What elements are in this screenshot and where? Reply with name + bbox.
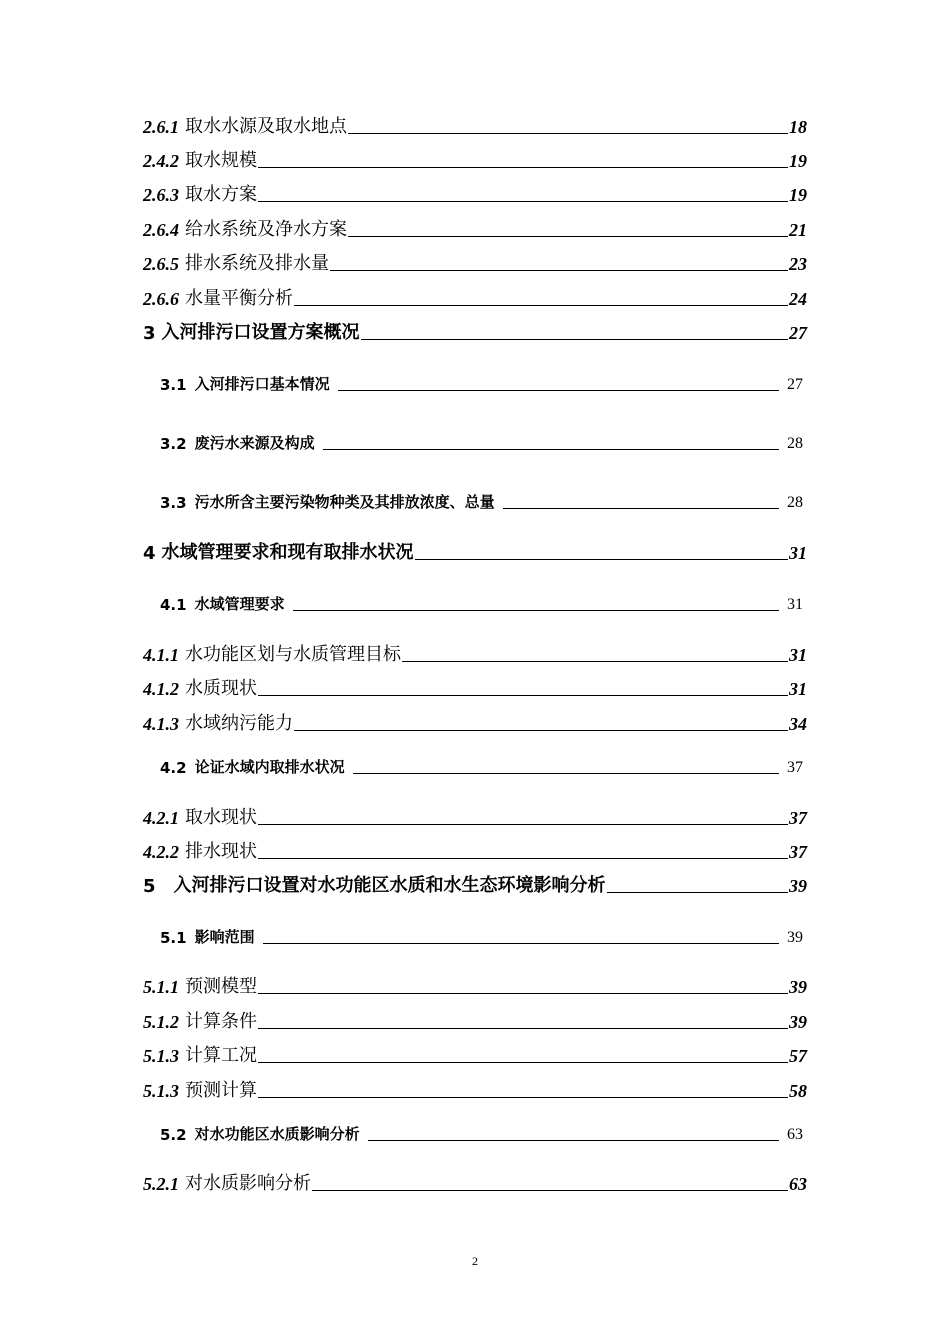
toc-page: 19 [789, 185, 807, 205]
toc-number: 2.6.3 [143, 185, 179, 205]
toc-number: 4.2.1 [143, 808, 179, 828]
toc-leader [294, 730, 788, 731]
toc-section[interactable] [160, 1123, 803, 1144]
toc-entry[interactable] [143, 180, 807, 206]
toc-title: 影响范围 [194, 928, 255, 946]
toc-chapter[interactable] [143, 538, 807, 564]
toc-number: 4.1.2 [143, 679, 179, 699]
toc-title: 排水系统及排水量 [185, 253, 329, 274]
toc-number: 4.1.3 [143, 714, 179, 734]
toc-entry[interactable] [143, 640, 807, 666]
toc-leader [294, 305, 788, 306]
toc-number: 5 [143, 876, 156, 897]
toc-page: 63 [787, 1126, 803, 1143]
toc-title: 水质现状 [185, 678, 257, 699]
toc-number: 5.1.2 [143, 1012, 179, 1032]
toc-number: 3.1 [160, 376, 187, 394]
toc-number: 3.2 [160, 435, 187, 453]
toc-page: 31 [789, 543, 807, 563]
toc-section[interactable] [160, 926, 803, 947]
toc-chapter[interactable] [143, 318, 807, 344]
toc-number: 5.1.1 [143, 977, 179, 997]
toc-title: 取水规模 [185, 150, 257, 171]
toc-title: 入河排污口基本情况 [194, 375, 330, 393]
toc-page: 58 [789, 1081, 807, 1101]
toc-page: 28 [787, 435, 803, 452]
toc-leader [503, 508, 779, 509]
toc-number: 5.1.3 [143, 1046, 179, 1066]
toc-leader [368, 1140, 779, 1141]
toc-section[interactable] [160, 491, 803, 512]
toc-number: 5.2.1 [143, 1174, 179, 1194]
toc-title: 预测模型 [185, 976, 257, 997]
toc-number: 4 [143, 543, 156, 564]
toc-number: 2.6.5 [143, 254, 179, 274]
toc-page: 19 [789, 151, 807, 171]
toc-leader [402, 661, 788, 662]
toc-page: 31 [789, 679, 807, 699]
toc-entry[interactable] [143, 972, 807, 998]
toc-entry[interactable] [143, 1007, 807, 1033]
toc-leader [258, 1062, 788, 1063]
toc-leader [361, 339, 788, 340]
toc-section[interactable] [160, 373, 803, 394]
toc-leader [312, 1190, 788, 1191]
toc-entry[interactable] [143, 215, 807, 241]
toc-leader [415, 559, 788, 560]
toc-title: 取水水源及取水地点 [185, 116, 347, 137]
toc-page: 37 [787, 759, 803, 776]
toc-title: 水域管理要求和现有取排水状况 [161, 542, 414, 563]
toc-page: 39 [789, 1012, 807, 1032]
toc-page: 37 [789, 808, 807, 828]
toc-section[interactable] [160, 756, 803, 777]
toc-leader [258, 1028, 788, 1029]
toc-title: 入河排污口设置对水功能区水质和水生态环境影响分析 [173, 875, 606, 896]
toc-title: 水量平衡分析 [185, 288, 293, 309]
toc-entry[interactable] [143, 1169, 807, 1195]
toc-title: 对水质影响分析 [185, 1173, 311, 1194]
toc-entry[interactable] [143, 709, 807, 735]
toc-page: 18 [789, 117, 807, 137]
toc-entry[interactable] [143, 249, 807, 275]
toc-entry[interactable] [143, 146, 807, 172]
toc-page: 39 [789, 876, 807, 896]
toc-leader [258, 824, 788, 825]
toc-number: 2.6.1 [143, 117, 179, 137]
toc-entry[interactable] [143, 1076, 807, 1102]
toc-page: 63 [789, 1174, 807, 1194]
toc-leader [263, 943, 779, 944]
toc-title: 水域管理要求 [194, 595, 285, 613]
toc-title: 入河排污口设置方案概况 [161, 322, 360, 343]
toc-page: 39 [787, 929, 803, 946]
toc-title: 预测计算 [185, 1080, 257, 1101]
toc-title: 废污水来源及构成 [194, 434, 315, 452]
toc-page: 24 [789, 289, 807, 309]
toc-title: 给水系统及净水方案 [185, 219, 347, 240]
toc-number: 3 [143, 323, 156, 344]
toc-number: 4.2.2 [143, 842, 179, 862]
toc-leader [348, 236, 788, 237]
toc-section[interactable] [160, 593, 803, 614]
toc-leader [258, 1097, 788, 1098]
toc-page: 57 [789, 1046, 807, 1066]
toc-entry[interactable] [143, 803, 807, 829]
toc-entry[interactable] [143, 674, 807, 700]
toc-leader [330, 270, 788, 271]
toc-number: 2.6.6 [143, 289, 179, 309]
toc-leader [293, 610, 779, 611]
toc-number: 5.2 [160, 1126, 187, 1144]
toc-number: 2.6.4 [143, 220, 179, 240]
toc-page: 28 [787, 494, 803, 511]
toc-title: 计算条件 [185, 1011, 257, 1032]
toc-title: 水域纳污能力 [185, 713, 293, 734]
toc-title: 排水现状 [185, 841, 257, 862]
toc-entry[interactable] [143, 1041, 807, 1067]
toc-page: 34 [789, 714, 807, 734]
toc-page: 31 [789, 645, 807, 665]
toc-leader [353, 773, 779, 774]
toc-page: 27 [787, 376, 803, 393]
toc-leader [258, 858, 788, 859]
toc-number: 3.3 [160, 494, 187, 512]
toc-entry[interactable] [143, 837, 807, 863]
toc-number: 4.2 [160, 759, 187, 777]
toc-leader [348, 133, 788, 134]
toc-leader [258, 167, 788, 168]
toc-leader [258, 201, 788, 202]
toc-page: 37 [789, 842, 807, 862]
toc-leader [258, 695, 788, 696]
toc-page: 21 [789, 220, 807, 240]
toc-number: 4.1 [160, 596, 187, 614]
toc-leader [338, 390, 779, 391]
toc-entry[interactable] [143, 112, 807, 138]
toc-title: 计算工况 [185, 1045, 257, 1066]
toc-page: 39 [789, 977, 807, 997]
toc-number: 5.1.3 [143, 1081, 179, 1101]
toc-title: 对水功能区水质影响分析 [194, 1125, 360, 1143]
toc-page: 27 [789, 323, 807, 343]
toc-section[interactable] [160, 432, 803, 453]
toc-leader [607, 892, 788, 893]
toc-number: 5.1 [160, 929, 187, 947]
toc-title: 取水现状 [185, 807, 257, 828]
toc-number: 4.1.1 [143, 645, 179, 665]
toc-chapter[interactable] [143, 871, 807, 897]
toc-page: 31 [787, 596, 803, 613]
toc-title: 污水所含主要污染物种类及其排放浓度、总量 [194, 493, 495, 511]
toc-number: 2.4.2 [143, 151, 179, 171]
toc-title: 论证水域内取排水状况 [194, 758, 345, 776]
toc-leader [258, 993, 788, 994]
toc-entry[interactable] [143, 284, 807, 310]
toc-page: 23 [789, 254, 807, 274]
toc-title: 水功能区划与水质管理目标 [185, 644, 401, 665]
toc-title: 取水方案 [185, 184, 257, 205]
page-number: 2 [472, 1254, 478, 1268]
toc-leader [323, 449, 779, 450]
